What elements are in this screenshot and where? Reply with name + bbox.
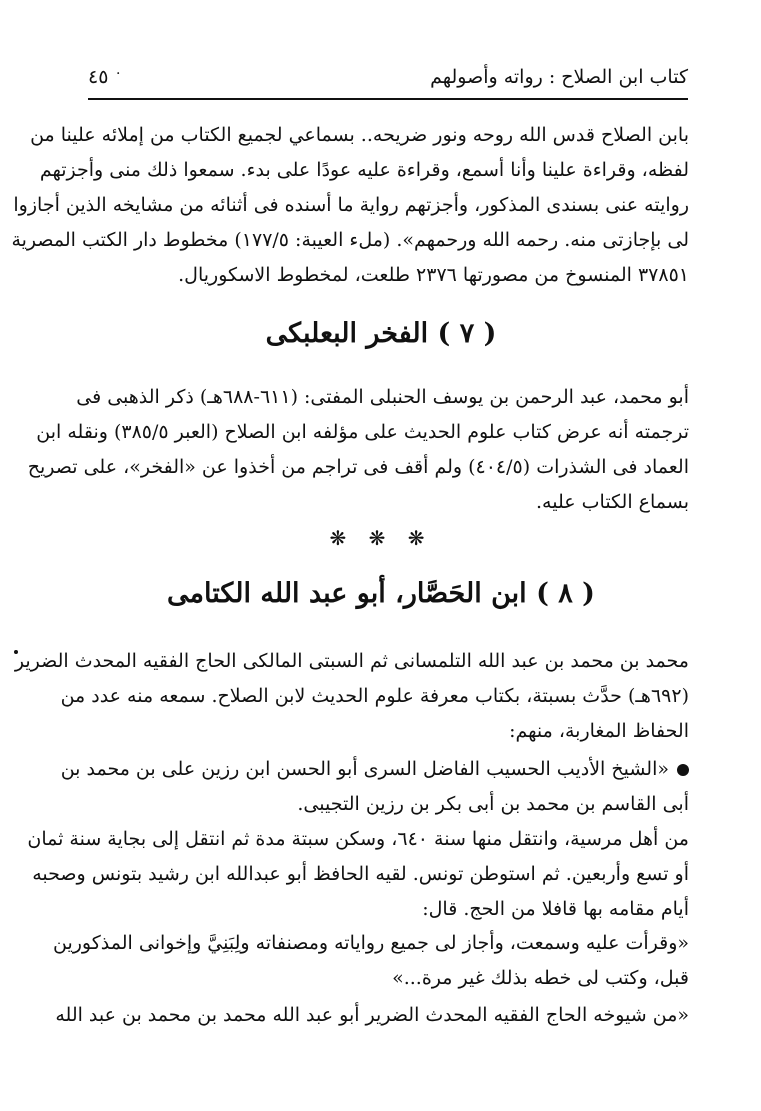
text-line: من أهل مرسية، وانتقل منها سنة ٦٤٠، وسكن سبتة مدة ثم انتقل إلى بجاية سنة ثمان bbox=[27, 828, 689, 850]
text-line: الحفاظ المغاربة، منهم: bbox=[509, 720, 689, 742]
section-heading-7: ( ٧ ) الفخر البعلبكى bbox=[265, 318, 497, 349]
paragraph-7 bbox=[55, 998, 689, 1033]
text-line: أيام مقامه بها قافلا من الحج. قال: bbox=[422, 898, 689, 920]
text-line: العماد فى الشذرات (٤٠٤/٥) ولم أقف فى تراجم من أخذوا عن «الفخر»، على تصريح bbox=[27, 456, 689, 478]
text-line: «الشيخ الأديب الحسيب الفاضل السرى أبو الحسن ابن رزين على بن محمد بن bbox=[60, 758, 669, 780]
text-line: قبل، وكتب لى خطه بذلك غير مرة...» bbox=[392, 967, 689, 989]
section-separator: ❋ ❋ ❋ bbox=[329, 526, 433, 550]
text-line: «وقرأت عليه وسمعت، وأجاز لى جميع رواياته ومصنفاته ولِبَنِيَّ وإخوانى المذكورين bbox=[53, 932, 689, 954]
paragraph-5 bbox=[27, 822, 689, 927]
stray-mark: · bbox=[116, 66, 121, 82]
paragraph-3 bbox=[14, 644, 689, 749]
text-line: أو تسع وأربعين. ثم استوطن تونس. لقيه الحافظ أبو عبدالله ابن رشيد بتونس وصحبه bbox=[32, 863, 689, 885]
paragraph-1 bbox=[11, 118, 689, 293]
paragraph-4 bbox=[60, 752, 689, 822]
text-line: ترجمته أنه عرض كتاب علوم الحديث على مؤلفه ابن الصلاح (العبر ٣٨٥/٥) ونقله ابن bbox=[36, 421, 689, 443]
text-line: «من شيوخه الحاج الفقيه المحدث الضرير أبو عبد الله محمد بن محمد بن عبد الله bbox=[55, 1004, 689, 1026]
bullet-icon bbox=[677, 764, 689, 776]
text-line: بابن الصلاح قدس الله روحه ونور ضريحه.. بسماعي لجميع الكتاب من إملائه علينا من bbox=[30, 124, 689, 146]
text-line: روايته عنى بسندى المذكور، وأجزتهم رواية ما أسنده فى أثنائه من مشايخه الذين أجازوا bbox=[13, 194, 689, 216]
text-line: لى بإجازتى منه. رحمه الله ورحمهم». (ملء العيبة: ١٧٧/٥) مخطوط دار الكتب المصرية bbox=[11, 229, 689, 251]
section-heading-8: ( ٨ ) ابن الحَصَّار، أبو عبد الله الكتامى bbox=[167, 578, 595, 609]
text-line: ٣٧٨٥١ المنسوخ من مصورتها ٢٣٧٦ طلعت، لمخطوط الاسكوريال. bbox=[178, 264, 689, 286]
text-line: محمد بن محمد بن عبد الله التلمسانى ثم السبتى المالكى الحاج الفقيه المحدث الضرير bbox=[14, 650, 689, 672]
text-line: بسماع الكتاب عليه. bbox=[536, 491, 689, 513]
paragraph-6 bbox=[53, 926, 689, 996]
page-number: ٤٥ bbox=[88, 66, 109, 88]
header-rule bbox=[88, 98, 688, 100]
bullet-line bbox=[60, 752, 689, 787]
text-line: (٦٩٢هـ) حدَّث بسبتة، بكتاب معرفة علوم الحديث لابن الصلاح. سمعه منه عدد من bbox=[60, 685, 689, 707]
text-line: أبو محمد، عبد الرحمن بن يوسف الحنبلى المفتى: (٦١١-٦٨٨هـ) ذكر الذهبى فى bbox=[76, 386, 689, 408]
paragraph-2 bbox=[27, 380, 689, 520]
text-line: أبى القاسم بن محمد بن أبى بكر بن رزين التجيبى. bbox=[297, 793, 689, 815]
running-header bbox=[88, 60, 688, 100]
text-line: لفظه، وقراءة علينا وأنا أسمع، وقراءة عليه عودًا على بدء. سمعوا ذلك منى وأجزتهم bbox=[39, 159, 689, 181]
running-title: كتاب ابن الصلاح : رواته وأصولهم bbox=[430, 66, 688, 88]
